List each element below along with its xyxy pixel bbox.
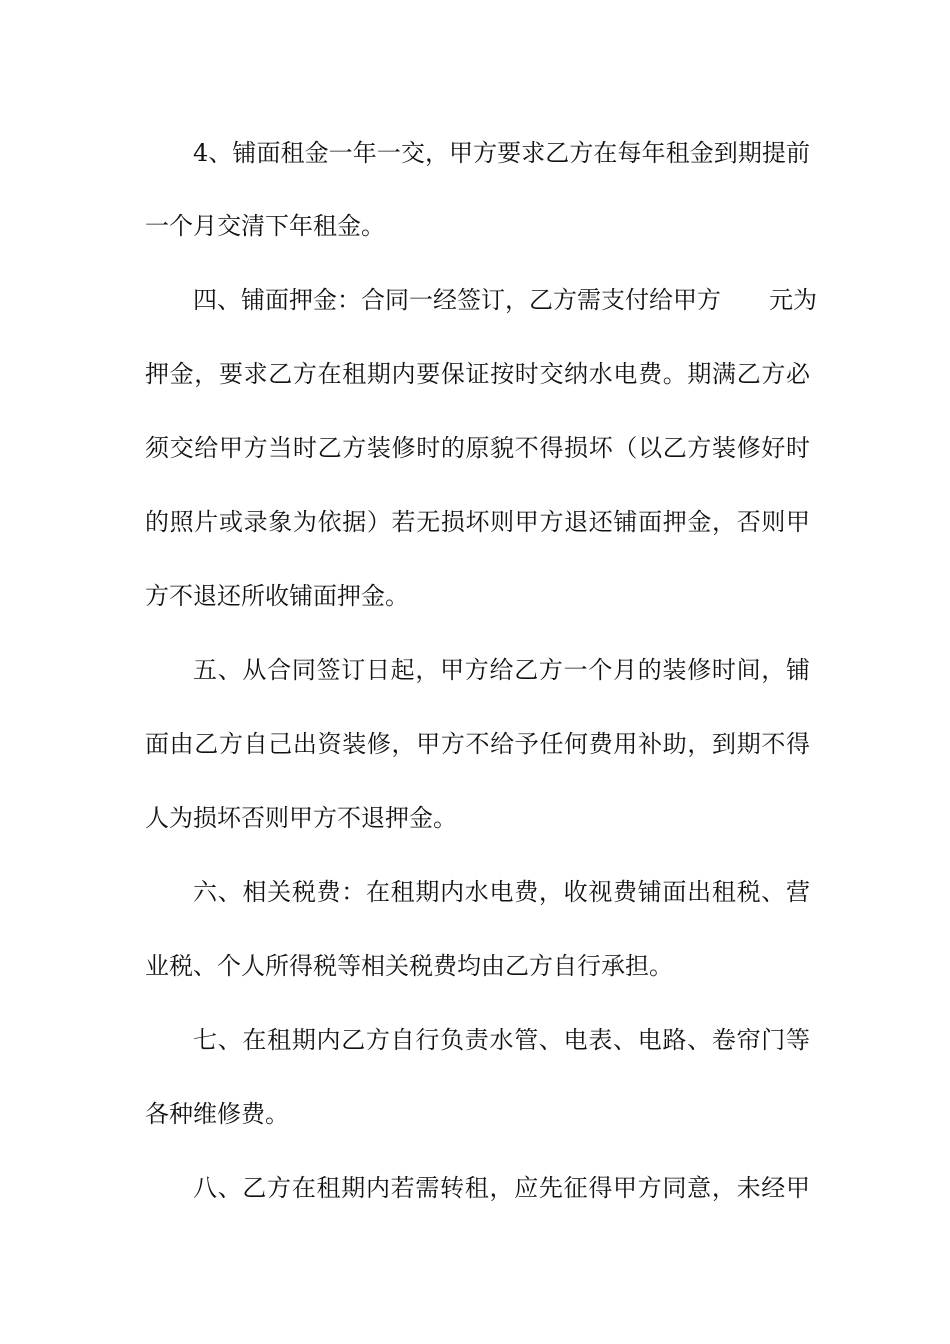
text-line: 五、从合同签订日起，甲方给乙方一个月的装修时间，铺: [193, 656, 810, 684]
text-line: 一个月交清下年租金。: [145, 212, 385, 240]
text-line: 各种维修费。: [145, 1100, 289, 1128]
text-line: 4、铺面租金一年一交，甲方要求乙方在每年租金到期提前: [193, 139, 810, 167]
text-line: 人为损坏否则甲方不退押金。: [145, 804, 457, 832]
text-line: 须交给甲方当时乙方装修时的原貌不得损坏（以乙方装修好时: [145, 434, 810, 462]
text-line: 的照片或录象为依据）若无损坏则甲方退还铺面押金，否则甲: [145, 508, 810, 536]
text-line: 面由乙方自己出资装修，甲方不给予任何费用补助，到期不得: [145, 730, 810, 758]
text-line: 方不退还所收铺面押金。: [145, 582, 409, 610]
text-line: 四、铺面押金：合同一经签订，乙方需支付给甲方 元为: [193, 286, 817, 314]
text-line: 六、相关税费：在租期内水电费，收视费铺面出租税、营: [193, 878, 810, 906]
text-line: 七、在租期内乙方自行负责水管、电表、电路、卷帘门等: [193, 1026, 810, 1054]
text-line: 业税、个人所得税等相关税费均由乙方自行承担。: [145, 952, 673, 980]
text-line: 八、乙方在租期内若需转租，应先征得甲方同意，未经甲: [193, 1174, 810, 1202]
text-line: 押金，要求乙方在租期内要保证按时交纳水电费。期满乙方必: [145, 360, 810, 388]
